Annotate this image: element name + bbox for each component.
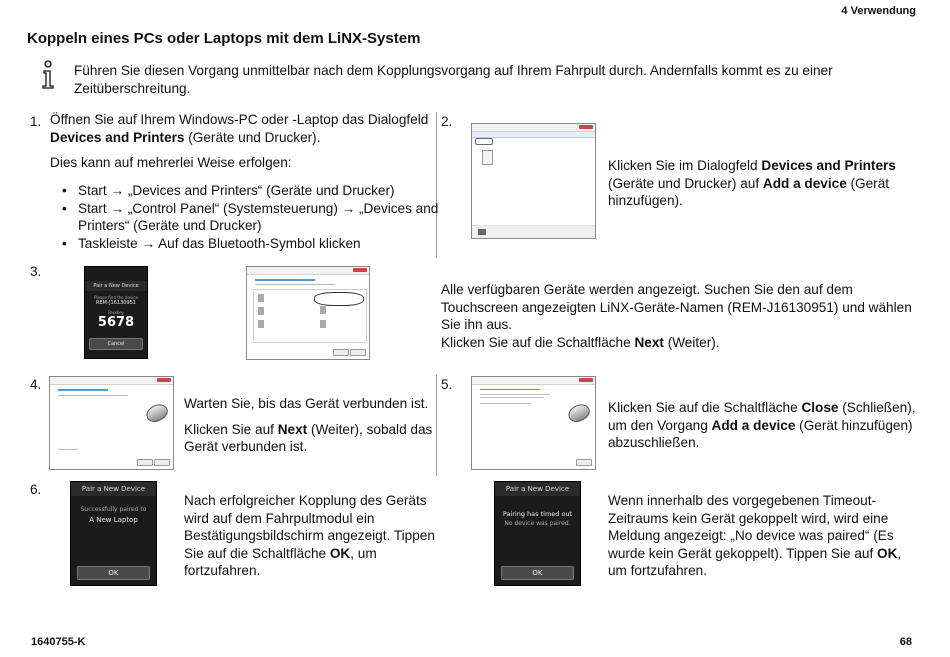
- notice-text: Führen Sie diesen Vorgang unmittelbar nach dem Kopplungsvorgang auf Ihrem Fahrpult durch. Andernfalls kommt es zu einer Zeitüberschreitung.: [74, 63, 833, 96]
- device-icon: [478, 229, 486, 235]
- step-6-text-a: Nach erfolgreicher Kopplung des Geräts wird auf dem Fahrpultmodul ein Bestätigungsbildschirm angezeigt. Tippen Sie auf die Schaltfläche: [184, 493, 435, 561]
- step-5-text-a: Klicken Sie auf die Schaltfläche: [608, 400, 802, 415]
- list-item: • Start → „Devices and Printers“ (Geräte und Drucker): [78, 182, 448, 200]
- step-2-text-a: Klicken Sie im Dialogfeld: [608, 158, 762, 173]
- phone-title: Pair a New Device: [85, 281, 147, 291]
- phone-line: Pairing has timed out: [502, 510, 573, 518]
- step-2-text-b: (Geräte und Drucker) auf: [608, 175, 763, 191]
- info-icon: [40, 60, 56, 90]
- list-item: • Start → „Control Panel“ (Systemsteuerung) → „Devices and Printers“ (Geräte und Drucker): [78, 200, 448, 235]
- phone-passkey-label: Passkey: [108, 310, 124, 315]
- step-4-text-a: Warten Sie, bis das Gerät verbunden ist.: [184, 396, 429, 411]
- pairing-passkey-screen: [84, 266, 148, 359]
- doc-number: 1640755-K: [31, 636, 86, 648]
- list-item: • Taskleiste → Auf das Bluetooth-Symbol klicken: [78, 235, 448, 253]
- close-button: [576, 459, 592, 466]
- phone-ok-button[interactable]: OK: [501, 566, 574, 580]
- step-number: 2.: [441, 114, 453, 129]
- step-3-text-c: (Weiter).: [663, 334, 720, 350]
- step-5-bold-a: Close: [801, 400, 839, 415]
- timeout-bold: OK: [877, 545, 898, 561]
- phone-device-name: REM-J16130951: [96, 300, 136, 306]
- step-1-dialog-name: Devices and Printers: [50, 129, 185, 145]
- step-3-text: [441, 281, 916, 351]
- success-dialog-screenshot: [471, 376, 596, 470]
- phone-line: Successfully paired to: [80, 506, 147, 513]
- next-button: [137, 459, 153, 466]
- page-number: 68: [899, 636, 912, 648]
- cancel-button: [154, 459, 170, 466]
- step-4-bold: Next: [277, 421, 308, 437]
- step-number: 1.: [30, 114, 42, 129]
- step-1-text: [50, 111, 435, 146]
- step-1-intro: Öffnen Sie auf Ihrem Windows-PC oder -Laptop das Dialogfeld: [50, 112, 429, 127]
- step-6-text: [184, 492, 439, 580]
- mouse-icon: [566, 401, 593, 425]
- step-2-bold-b: Add a device: [762, 175, 847, 191]
- step-3-text-b: Klicken Sie auf die Schaltfläche: [441, 334, 635, 350]
- phone-passkey: 5678: [97, 315, 135, 330]
- step-2-bold-a: Devices and Printers: [761, 158, 896, 173]
- device-icon: [482, 150, 493, 165]
- connecting-dialog-screenshot: [49, 376, 174, 470]
- pairing-timeout-screen: [494, 481, 581, 586]
- column-divider: [436, 375, 437, 476]
- mouse-icon: [144, 401, 171, 425]
- step-5-text-b: (Schließen), um den Vorgang: [608, 400, 916, 433]
- step-number: 4.: [30, 377, 42, 392]
- next-button: [333, 349, 349, 356]
- timeout-text: [608, 492, 903, 580]
- step-4-text: [184, 395, 436, 456]
- phone-line: Please find the device: [93, 295, 139, 300]
- section-title: Koppeln eines PCs oder Laptops mit dem LiNX-System: [27, 30, 421, 47]
- phone-title: Pair a New Device: [71, 482, 156, 496]
- device-list-screenshot: [246, 266, 370, 360]
- step-3-text-a: Alle verfügbaren Geräte werden angezeigt. Suchen Sie den auf dem Touchscreen angezeigten LiNX-Geräte-Namen (REM-J16130951) und wählen Sie ihn aus.: [441, 282, 912, 332]
- step-number: 3.: [30, 264, 42, 279]
- step-5-text-c: (Gerät hinzufügen) abzuschließen.: [608, 417, 913, 450]
- step-5-text: [608, 399, 918, 452]
- step-6-bold: OK: [329, 545, 351, 561]
- phone-device-name: A New Laptop: [89, 516, 138, 524]
- step-1-intro-rest: (Geräte und Drucker).: [184, 129, 321, 145]
- step-6-text-b: , um fortzufahren.: [184, 545, 377, 578]
- timeout-text-b: , um fortzufahren.: [608, 545, 902, 578]
- devices-printers-screenshot: [471, 123, 596, 239]
- pairing-success-screen: [70, 481, 157, 586]
- step-5-bold-b: Add a device: [711, 417, 796, 433]
- step-2-text-c: (Gerät hinzufügen).: [608, 175, 890, 208]
- cancel-button: [350, 349, 366, 356]
- chapter-header: 4 Verwendung: [841, 5, 916, 17]
- add-device-highlight: [475, 138, 493, 145]
- step-3-bold: Next: [634, 334, 664, 350]
- step-number: 5.: [441, 377, 453, 392]
- timeout-text-a: Wenn innerhalb des vorgegebenen Timeout-Zeitraums kein Gerät gekoppelt wird, wird eine Meldung angezeigt: „No device was paired“ (Es wurde kein Gerät gekoppelt). Tippen Sie auf: [608, 493, 894, 561]
- step-4-text-c: (Weiter), sobald das Gerät verbunden ist.: [184, 421, 433, 454]
- phone-cancel-button[interactable]: Cancel: [89, 338, 142, 350]
- phone-title: Pair a New Device: [495, 482, 580, 496]
- step-1-methods-list: [50, 182, 448, 252]
- phone-line: No device was paired.: [504, 520, 571, 527]
- step-2-text: [608, 157, 908, 210]
- step-1-methods-intro: Dies kann auf mehrerlei Weise erfolgen:: [50, 155, 292, 170]
- selected-device-highlight: [314, 292, 364, 306]
- phone-ok-button[interactable]: OK: [77, 566, 150, 580]
- step-number: 6.: [30, 482, 42, 497]
- step-4-text-b: Klicken Sie auf: [184, 421, 278, 437]
